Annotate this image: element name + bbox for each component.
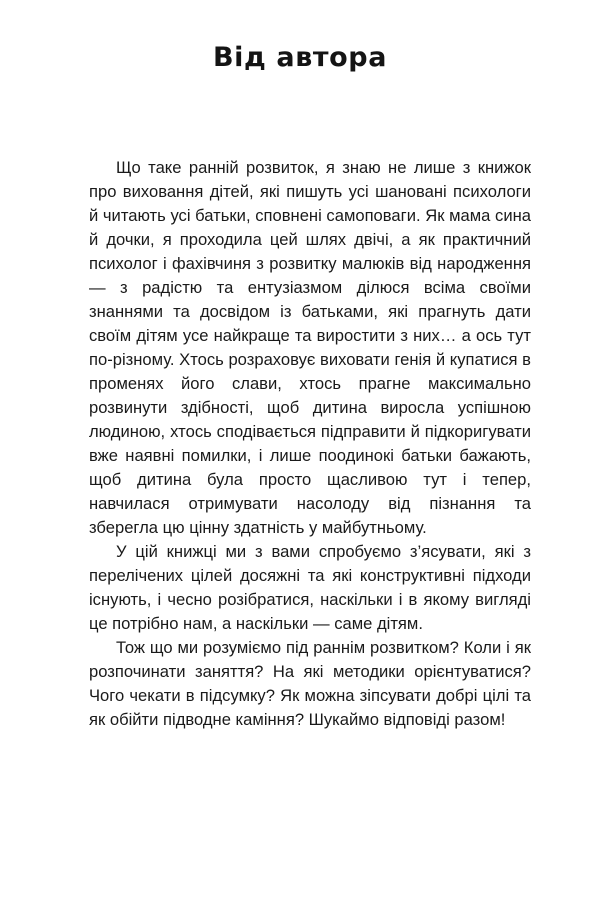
paragraph-2: У цій книжці ми з вами спробуємо з’ясувати, які з перелічених цілей досяжні та які конструктивні підходи існують, і чесно розібратися, наскільки і в якому вигляді це потрібно нам, а наскільки — саме дітям.	[89, 542, 531, 633]
paragraph-1: Що таке ранній розвиток, я знаю не лише з книжок про виховання дітей, які пишуть усі шановані психологи й читають усі батьки, сповнені самоповаги. Як мама сина й дочки, я проходила цей шлях двічі, а як практичний психолог і фахівчиня з розвитку малюків від народження — з радістю та ентузіазмом ділюся всіма своїми знаннями та досвідом із батьками, які прагнуть дати своїм дітям усе найкраще та виростити з них… а ось тут по-різному. Хтось розраховує виховати генія й купатися в променях його слави, хтось прагне максимально розвинути здібності, щоб дитина виросла успішною людиною, хтось сподівається підправити й підкоригувати вже наявні помилки, і лише поодинокі батьки бажають, щоб дитина була просто щасливою тут і тепер, навчилася отримувати насолоду від пізнання та зберегла цю цінну здатність у майбутньому.	[89, 158, 531, 537]
paragraph-3: Тож що ми розуміємо під раннім розвитком? Коли і як розпочинати заняття? На які методики орієнтуватися? Чого чекати в підсумку? Як можна зіпсувати добрі цілі та як обійти підводне каміння? Шукаймо відповіді разом!	[89, 638, 531, 729]
page-title: Від автора	[212, 42, 388, 73]
body-text	[89, 156, 531, 732]
